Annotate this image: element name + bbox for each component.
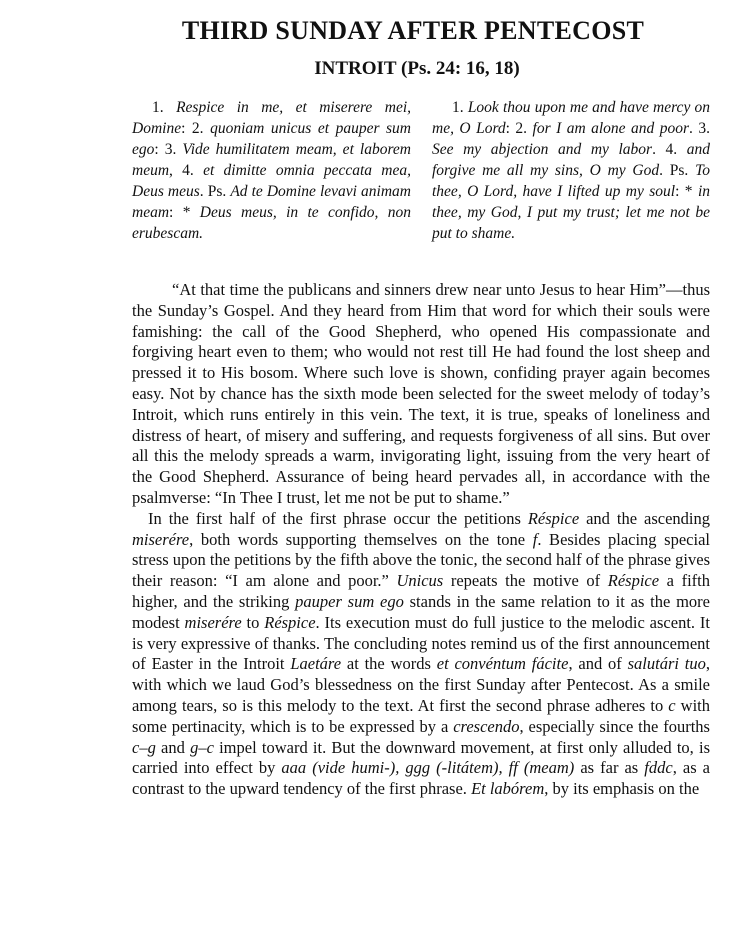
text-segment: as far as <box>574 758 645 778</box>
english-introit-text <box>432 97 710 244</box>
note-sequence: fddc <box>644 758 673 778</box>
commentary-body <box>132 280 710 800</box>
english-segment: See my abjection and my labor <box>432 141 653 158</box>
latin-segment: : 2. <box>181 120 211 137</box>
latin-segment: Respice in me, et miserere mei, Domine <box>132 99 412 137</box>
latin-term: Réspice <box>607 571 660 591</box>
text-segment: with some pertinacity, which is to be expressed by a <box>132 695 710 736</box>
latin-term: pauper sum ego <box>295 591 404 611</box>
english-segment: in thee, my God, I put my trust; let me not be put to shame. <box>432 183 710 242</box>
note-name: c <box>668 695 676 715</box>
text-segment: impel toward it. But the downward movement, at first only alluded to, is carried into effect by <box>132 737 710 778</box>
english-segment: Look thou upon me and have mercy on me, O Lord <box>432 99 710 137</box>
text-segment: , by its emphasis on the <box>544 779 700 799</box>
text-segment: repeats the motive of <box>443 571 608 591</box>
english-segment: . Ps. <box>659 162 696 179</box>
text-segment: stands in the same relation to it as the more modest <box>132 591 710 632</box>
english-segment: for I am alone and poor <box>532 120 690 137</box>
latin-term: miserére <box>132 529 190 549</box>
interval-notation: g–c <box>190 737 214 757</box>
latin-term: miserére <box>184 612 242 632</box>
latin-segment: : 3. <box>154 141 183 158</box>
latin-term: salutári tuo <box>627 654 706 674</box>
note-name: f <box>532 529 538 549</box>
latin-segment: Deus meus, in te confido, non erubescam. <box>132 204 411 242</box>
text-segment: , especially since the fourths <box>519 716 710 736</box>
english-segment: : * <box>675 183 698 200</box>
text-segment: , as a contrast to the upward tendency of the first phrase. <box>132 758 710 799</box>
english-segment: 1. <box>452 99 468 116</box>
text-segment: , with which we laud God’s blessedness on the first Sunday after Pentecost. As a smile among tears, so is this melody to the text. At first the second phrase adheres to <box>132 654 710 715</box>
text-segment: at the words <box>341 654 437 674</box>
english-segment: . 3. <box>689 120 710 137</box>
english-segment: To thee, O Lord, have I lifted up my soul <box>432 162 711 200</box>
commentary-paragraph-1: “At that time the publicans and sinners drew near unto Jesus to hear Him”—thus the Sunday’s Gospel. And they heard from Him that word for which their souls were famishing: the call of the Good Shepherd, who opened His compassionate and forgiving heart even to them; who would not rest till He had found the lost sheep and pressed it to His bosom. Where such love is shown, confiding prayer again becomes easy. Not by chance has the sixth mode been selected for the sweet melody of today’s Introit, which runs entirely in this vein. The text, it is true, speaks of loneliness and distress of heart, of misery and suffering, and requests forgiveness of all sins. But over all this the melody spreads a warm, invigorating light, issuing from the very heart of the Good Shepherd. Assurance of being heard pervades all, in accordance with the psalmverse: “In Thee I trust, let me not be put to shame.” <box>132 280 710 507</box>
latin-segment: Vide humilitatem meam, et laborem meum <box>132 141 411 179</box>
latin-term: Et labórem <box>471 779 545 799</box>
note-sequence: aaa (vide humi-), ggg (-litátem), ff (meam) <box>281 758 575 778</box>
text-segment: In the first half of the first phrase occur the petitions <box>148 508 528 528</box>
text-segment: and the ascending <box>579 508 710 528</box>
english-segment: . 4. <box>652 141 687 158</box>
introit-heading: INTROIT (Ps. 24: 16, 18) <box>314 58 520 79</box>
latin-segment: et dimitte omnia peccata mea, Deus meus <box>132 162 411 200</box>
latin-term: Laetáre <box>290 654 342 674</box>
text-segment: and <box>155 737 191 757</box>
text-segment: , both words supporting themselves on the tone <box>189 529 533 549</box>
commentary-paragraph-2 <box>132 509 710 800</box>
page-title: THIRD SUNDAY AFTER PENTECOST <box>181 16 645 45</box>
latin-segment: , 4. <box>169 162 204 179</box>
latin-term: et convéntum fácite <box>436 654 569 674</box>
latin-term: Réspice <box>264 612 316 632</box>
latin-segment: quoniam unicus et pauper sum ego <box>132 120 411 158</box>
english-segment: : 2. <box>505 120 533 137</box>
latin-term: Unicus <box>396 571 444 591</box>
latin-segment: Ad te Domine levavi animam meam <box>132 183 411 221</box>
latin-term: Réspice <box>527 508 580 528</box>
latin-segment: : * <box>169 204 200 221</box>
text-segment: a fifth higher, and the striking <box>132 571 711 611</box>
latin-segment: 1. <box>152 99 177 116</box>
english-segment: and forgive me all my sins, O my God <box>432 141 710 179</box>
text-segment: to <box>241 612 265 632</box>
text-segment: , and of <box>568 654 628 674</box>
interval-notation: c–g <box>132 737 156 757</box>
text-segment: . Its execution must do full justice to the melodic ascent. It is very expressive of thanks. The concluding notes remind us of the first announcement of Easter in the Introit <box>132 612 710 674</box>
text-segment: . Besides placing special stress upon the petitions by the fifth above the tonic, the second half of the phrase gives their reason: “I am alone and poor.” <box>132 529 710 591</box>
latin-segment: . Ps. <box>199 183 231 200</box>
musical-term: crescendo <box>453 716 520 736</box>
latin-introit-text <box>132 97 411 244</box>
